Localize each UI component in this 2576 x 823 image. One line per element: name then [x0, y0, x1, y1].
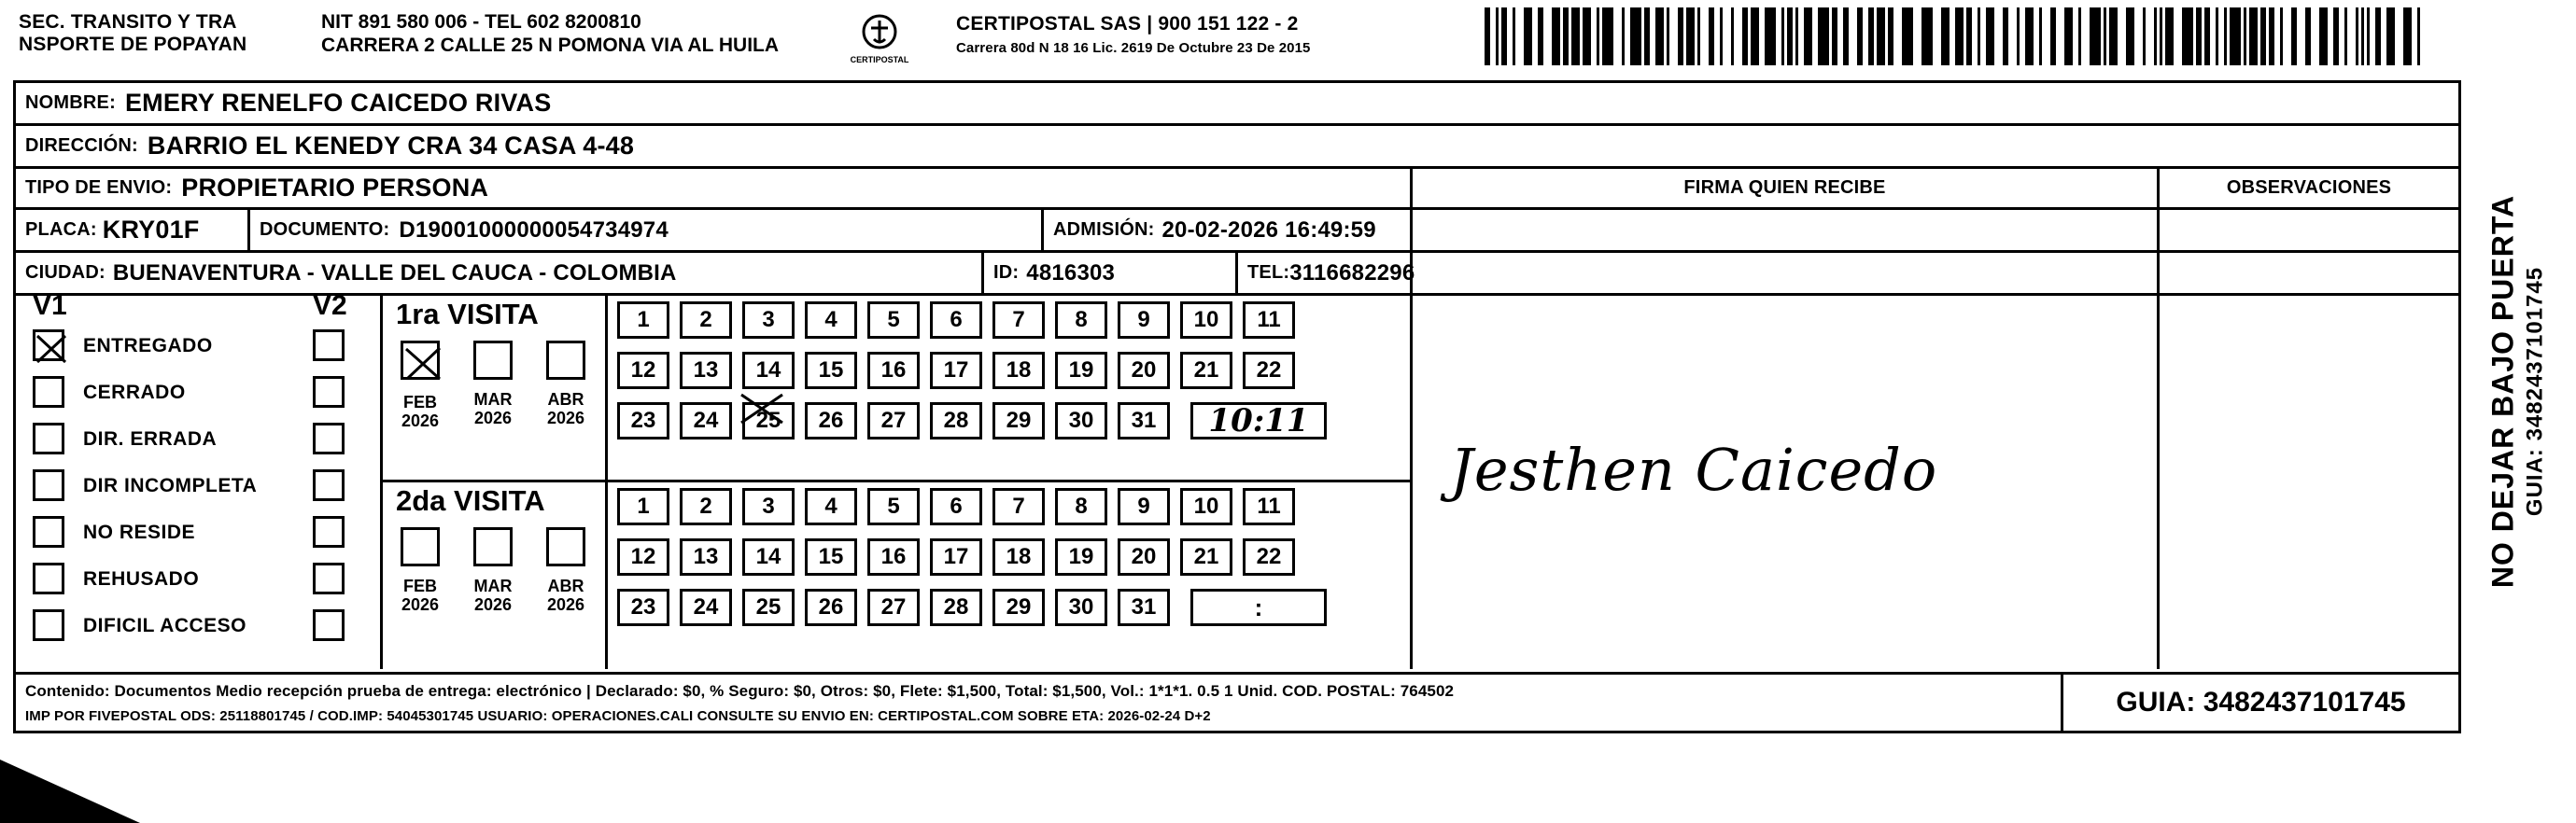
day-checkbox[interactable]: 15 [805, 352, 857, 389]
day-checkbox[interactable]: 27 [867, 402, 920, 439]
status-list [16, 326, 383, 652]
day-checkbox[interactable]: 10 [1180, 488, 1232, 525]
day-checkbox[interactable]: 25 [742, 402, 795, 439]
day-checkbox[interactable]: 20 [1118, 352, 1170, 389]
day-row [617, 352, 1327, 389]
sender-company-line1: SEC. TRANSITO Y TRA [19, 11, 237, 33]
observaciones-area[interactable] [2157, 296, 2458, 669]
status-column [16, 290, 383, 669]
placa-value: KRY01F [102, 216, 200, 244]
day-checkbox[interactable]: 29 [992, 402, 1045, 439]
visit-2-block [383, 482, 1410, 669]
status-v1-checkbox[interactable] [33, 609, 64, 641]
day-checkbox[interactable]: 1 [617, 301, 669, 339]
month-option[interactable] [394, 341, 446, 430]
visit-1-month-boxes [394, 341, 592, 430]
day-checkbox[interactable]: 16 [867, 352, 920, 389]
status-v1-checkbox[interactable] [33, 469, 64, 501]
day-checkbox[interactable]: 6 [930, 301, 982, 339]
month-checkbox[interactable] [401, 341, 440, 380]
day-checkbox[interactable]: 7 [992, 488, 1045, 525]
month-label: ABR 2026 [546, 577, 585, 615]
status-label: NO RESIDE [83, 522, 196, 543]
day-checkbox[interactable]: 9 [1118, 301, 1170, 339]
day-checkbox[interactable]: 9 [1118, 488, 1170, 525]
visit-section [16, 290, 2458, 672]
day-checkbox[interactable]: 11 [1243, 488, 1295, 525]
ciudad-value: BUENAVENTURA - VALLE DEL CAUCA - COLOMBIA [112, 259, 677, 286]
day-checkbox[interactable]: 5 [867, 488, 920, 525]
day-checkbox[interactable]: 30 [1055, 589, 1107, 626]
day-checkbox[interactable]: 26 [805, 589, 857, 626]
sender-nit-line: NIT 891 580 006 - TEL 602 8200810 [321, 11, 641, 33]
footer-line-2: IMP POR FIVEPOSTAL ODS: 25118801745 / COD.IMP: 54045301745 USUARIO: OPERACIONES.CALI CONSULTE SU ENVIO EN: CERTIPOSTAL.COM SOBRE ETA: 2026-02-24 D+2 [25, 708, 1211, 724]
label-body [13, 80, 2461, 733]
row-tipo-envio [16, 169, 2458, 210]
status-v2-checkbox[interactable] [313, 423, 345, 454]
day-checkbox[interactable]: 23 [617, 589, 669, 626]
day-row [617, 301, 1327, 339]
signature-area[interactable] [1410, 296, 2157, 669]
day-checkbox[interactable]: 20 [1118, 538, 1170, 576]
svg-text:CERTIPOSTAL: CERTIPOSTAL [850, 55, 909, 64]
status-v1-checkbox[interactable] [33, 329, 64, 361]
day-checkbox[interactable]: 25 [742, 589, 795, 626]
day-row [617, 589, 1327, 626]
day-checkbox[interactable]: 2 [680, 488, 732, 525]
direccion-label: DIRECCIÓN: [25, 135, 138, 156]
day-checkbox[interactable]: 5 [867, 301, 920, 339]
day-checkbox[interactable]: 21 [1180, 538, 1232, 576]
status-label: DIR INCOMPLETA [83, 475, 258, 496]
day-checkbox[interactable]: 28 [930, 589, 982, 626]
day-checkbox[interactable]: 22 [1243, 352, 1295, 389]
month-checkbox[interactable] [401, 527, 440, 566]
visit-time-value: 10:11 [1208, 402, 1309, 439]
visit-1-months [383, 296, 608, 480]
day-checkbox[interactable]: 30 [1055, 402, 1107, 439]
direccion-value: BARRIO EL KENEDY CRA 34 CASA 4-48 [147, 132, 635, 160]
visit-1-days [617, 301, 1327, 453]
carrier-info [956, 13, 1404, 56]
day-checkbox[interactable]: 27 [867, 589, 920, 626]
day-checkbox[interactable]: 4 [805, 488, 857, 525]
sender-contact [321, 11, 844, 58]
vertical-notice-column [2461, 80, 2573, 733]
day-checkbox[interactable]: 12 [617, 538, 669, 576]
day-checkbox[interactable]: 14 [742, 538, 795, 576]
id-value: 4816303 [1026, 259, 1116, 286]
day-checkbox[interactable]: 18 [992, 352, 1045, 389]
month-option[interactable] [467, 527, 519, 614]
day-checkbox[interactable]: 8 [1055, 488, 1107, 525]
tel-value: 3116682296 [1289, 259, 1415, 286]
carrier-name: CERTIPOSTAL SAS | 900 151 122 - 2 [956, 13, 1299, 35]
vertical-notice [2486, 65, 2549, 718]
status-row [16, 466, 383, 512]
day-checkbox[interactable]: 19 [1055, 352, 1107, 389]
day-checkbox[interactable]: 7 [992, 301, 1045, 339]
day-checkbox[interactable]: 2 [680, 301, 732, 339]
status-label: DIFICIL ACCESO [83, 615, 247, 636]
month-checkbox[interactable] [473, 341, 513, 380]
day-checkbox[interactable]: 28 [930, 402, 982, 439]
visit-2-days [617, 488, 1327, 639]
footer-guia: GUIA: 3482437101745 [2116, 687, 2406, 718]
day-checkbox[interactable]: 11 [1243, 301, 1295, 339]
day-checkbox[interactable]: 1 [617, 488, 669, 525]
day-checkbox[interactable]: 12 [617, 352, 669, 389]
day-checkbox[interactable]: 24 [680, 402, 732, 439]
nombre-value: EMERY RENELFO CAICEDO RIVAS [124, 89, 552, 117]
status-row [16, 326, 383, 372]
nombre-label: NOMBRE: [25, 92, 116, 113]
status-label: ENTREGADO [83, 335, 213, 356]
day-row [617, 402, 1327, 439]
day-checkbox[interactable]: 18 [992, 538, 1045, 576]
month-label: FEB 2026 [401, 577, 440, 615]
status-v1-checkbox[interactable] [33, 423, 64, 454]
visit-time-box[interactable] [1190, 402, 1327, 439]
status-v2-checkbox[interactable] [313, 609, 345, 641]
vertical-notice-text: NO DEJAR BAJO PUERTA [2485, 194, 2520, 589]
day-checkbox[interactable]: 13 [680, 352, 732, 389]
day-row [617, 538, 1327, 576]
day-checkbox[interactable]: 23 [617, 402, 669, 439]
month-label: MAR 2026 [473, 577, 513, 615]
month-checkbox[interactable] [546, 527, 585, 566]
tracking-barcode [1485, 7, 2428, 65]
day-checkbox[interactable]: 26 [805, 402, 857, 439]
day-checkbox[interactable]: 31 [1118, 589, 1170, 626]
status-v2-checkbox[interactable] [313, 376, 345, 408]
row-placa-documento [16, 210, 2458, 253]
sender-company-line2: NSPORTE DE POPAYAN [19, 33, 247, 55]
certipostal-logo-icon [849, 11, 914, 67]
visit-1-block [383, 296, 1410, 482]
month-label: ABR 2026 [546, 390, 585, 428]
status-row [16, 559, 383, 606]
status-row [16, 372, 383, 419]
status-v1-checkbox[interactable] [33, 376, 64, 408]
day-checkbox[interactable]: 24 [680, 589, 732, 626]
footer-section [16, 672, 2458, 731]
status-v1-checkbox[interactable] [33, 516, 64, 548]
firma-header: FIRMA QUIEN RECIBE [1683, 177, 1886, 198]
status-v1-checkbox[interactable] [33, 563, 64, 594]
day-checkbox[interactable]: 4 [805, 301, 857, 339]
signature-handwriting: Jesthen Caicedo [1450, 436, 1938, 504]
day-checkbox[interactable]: 21 [1180, 352, 1232, 389]
documento-label: DOCUMENTO: [260, 219, 390, 240]
status-row [16, 606, 383, 652]
status-row [16, 512, 383, 559]
vertical-guia: GUIA: 3482437101745 [2522, 266, 2548, 517]
month-option[interactable] [540, 527, 592, 614]
status-v2-checkbox[interactable] [313, 329, 345, 361]
sender-company [19, 11, 299, 55]
documento-value: D19001000000054734974 [399, 216, 669, 243]
status-v2-checkbox[interactable] [313, 563, 345, 594]
placa-label: PLACA: [25, 219, 97, 240]
day-checkbox[interactable]: 29 [992, 589, 1045, 626]
ciudad-label: CIUDAD: [25, 262, 106, 283]
v1-label: V1 [33, 290, 67, 321]
status-v2-checkbox[interactable] [313, 469, 345, 501]
status-label: CERRADO [83, 382, 186, 403]
observaciones-header: OBSERVACIONES [2226, 177, 2392, 198]
day-checkbox[interactable]: 17 [930, 352, 982, 389]
corner-mark [0, 760, 140, 823]
row-direccion [16, 126, 2458, 169]
day-checkbox[interactable]: 14 [742, 352, 795, 389]
tipo-envio-label: TIPO DE ENVIO: [25, 177, 173, 198]
month-label: FEB 2026 [401, 393, 440, 431]
day-checkbox[interactable]: 13 [680, 538, 732, 576]
day-checkbox[interactable]: 10 [1180, 301, 1232, 339]
month-option[interactable] [394, 527, 446, 614]
admision-value: 20-02-2026 16:49:59 [1161, 216, 1376, 243]
day-checkbox[interactable]: 6 [930, 488, 982, 525]
visit-time-value: : [1254, 593, 1263, 621]
row-ciudad [16, 253, 2458, 296]
day-checkbox[interactable]: 16 [867, 538, 920, 576]
admision-label: ADMISIÓN: [1053, 219, 1155, 240]
status-row [16, 419, 383, 466]
id-label: ID: [993, 262, 1020, 283]
day-checkbox[interactable]: 31 [1118, 402, 1170, 439]
tipo-envio-value: PROPIETARIO PERSONA [181, 174, 489, 202]
row-nombre [16, 83, 2458, 126]
visit-time-box[interactable] [1190, 589, 1327, 626]
visit-2-months [383, 482, 608, 669]
month-checkbox[interactable] [546, 341, 585, 380]
month-option[interactable] [540, 341, 592, 430]
tel-label: TEL: [1247, 262, 1290, 283]
footer-line-1: Contenido: Documentos Medio recepción prueba de entrega: electrónico | Declarado: $0, % Seguro: $0, Otros: $0, Flete: $1,500, Total: $1,500, Vol.: 1*1*1. 0.5 1 Unid. COD. POSTAL: 764502 [25, 682, 1455, 700]
day-checkbox[interactable]: 15 [805, 538, 857, 576]
day-row [617, 488, 1327, 525]
v2-label: V2 [313, 290, 347, 321]
month-label: MAR 2026 [473, 390, 513, 428]
month-checkbox[interactable] [473, 527, 513, 566]
day-checkbox[interactable]: 3 [742, 488, 795, 525]
visit-2-month-boxes [394, 527, 592, 614]
day-checkbox[interactable]: 19 [1055, 538, 1107, 576]
day-checkbox[interactable]: 3 [742, 301, 795, 339]
visit-2-title: 2da VISITA [396, 484, 545, 517]
day-checkbox[interactable]: 22 [1243, 538, 1295, 576]
status-label: DIR. ERRADA [83, 428, 218, 450]
day-checkbox[interactable]: 17 [930, 538, 982, 576]
visit-1-title: 1ra VISITA [396, 298, 539, 330]
day-checkbox[interactable]: 8 [1055, 301, 1107, 339]
carrier-license: Carrera 80d N 18 16 Lic. 2619 De Octubre 23 De 2015 [956, 40, 1311, 56]
month-option[interactable] [467, 341, 519, 430]
status-label: REHUSADO [83, 568, 200, 590]
sender-address-line: CARRERA 2 CALLE 25 N POMONA VIA AL HUILA [321, 34, 780, 56]
status-v2-checkbox[interactable] [313, 516, 345, 548]
